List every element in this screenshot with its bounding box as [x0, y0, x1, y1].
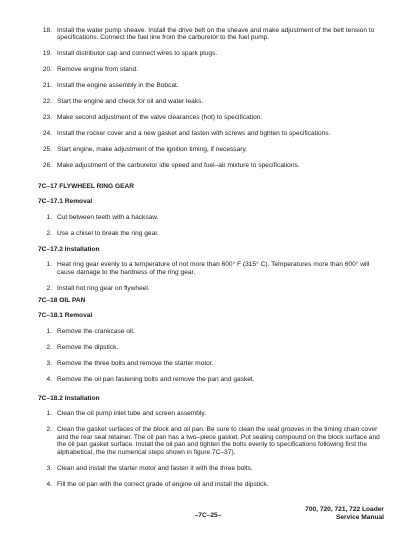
list-item: 2. Use a chisel to break the ring gear. — [46, 229, 159, 237]
section-heading: 7C–18 OIL PAN — [38, 297, 86, 304]
oilpan-section — [38, 297, 384, 392]
footer-manual-title — [305, 506, 384, 521]
list-item: 2. Clean the gasket surfaces of the block and oil pan. Be sure to clean the seal grooves in the timing chain cover and the rear seal retainer. The oil pan has a two–piece gasket. Put sealing compound on the block surface and the oil pan gasket surface. Install the oil pan and tighten the bolts evenly to specifications following first the alphabetical, the the numerical steps shown in figure 7C–37). — [46, 426, 380, 456]
list-item: 25. Start engine, make adjustment of the ignition timing, if necessary. — [42, 146, 248, 154]
flywheel-section — [38, 183, 384, 301]
list-item: 4. Fill the oil pan with the correct grade of engine oil and install the dipstick. — [46, 480, 269, 488]
list-item: 20. Remove engine from stand. — [42, 66, 138, 74]
footer-manual: Service Manual — [335, 513, 384, 521]
page-number: –7C–25– — [194, 512, 222, 519]
list-item: 1. Remove the crankcase oil. — [46, 327, 135, 335]
list-item: 22. Start the engine and check for oil and water leaks. — [42, 98, 204, 106]
list-item: 4. Remove the oil pan fastening bolts and remove the pan and gasket. — [46, 375, 255, 383]
subsection-heading: 7C–18.1 Removal — [38, 312, 93, 320]
subsection-heading: 7C–17.2 Installation — [38, 245, 100, 253]
section-heading: 7C–17 FLYWHEEL RING GEAR — [38, 183, 134, 190]
list-item: 18. Install the water pump sheave. Install the drive belt on the sheave and make adjustment of the belt tension to specifications. Connect the fuel line from the carburetor to the fuel pump. — [42, 27, 375, 42]
list-item: 2. Install hot ring gear on flywheel. — [46, 284, 150, 292]
list-item: 1. Cut between teeth with a hacksaw. — [46, 213, 159, 221]
list-item: 23. Make second adjustment of the valve clearances (hot) to specification. — [42, 114, 263, 122]
footer-models: 700, 720, 721, 722 Loader — [305, 506, 384, 513]
subsection-heading: 7C–17.1 Removal — [38, 198, 93, 206]
list-item: 1. Clean the oil pump inlet tube and screen assembly. — [46, 410, 207, 418]
list-item: 1. Heat ring gear evenly to a temperature of not more than 600° F (315° C). Temperatures more than 600° will cause damage to the hardness of the ring gear. — [46, 261, 370, 276]
list-item: 21. Install the engine assembly in the Bobcat. — [42, 82, 179, 90]
subsection-heading: 7C–18.2 Installation — [38, 395, 100, 402]
list-item: 3. Clean and install the starter motor and fasten it with the three bolts. — [46, 464, 253, 472]
list-item: 2. Remove the dipstick. — [46, 343, 119, 351]
oilpan-install-section — [38, 395, 384, 497]
list-item: 19. Install distributor cap and connect wires to spark plugs. — [42, 50, 218, 58]
list-item: 24. Install the rocker cover and a new gasket and fasten with screws and tighten to specifications. — [42, 130, 331, 138]
list-item: 26. Make adjustment of the carburetor idle speed and fuel–air mixture to specifications. — [42, 162, 300, 170]
list-item: 3. Remove the three bolts and remove the starter motor. — [46, 359, 214, 367]
steps-top-list — [38, 27, 384, 178]
